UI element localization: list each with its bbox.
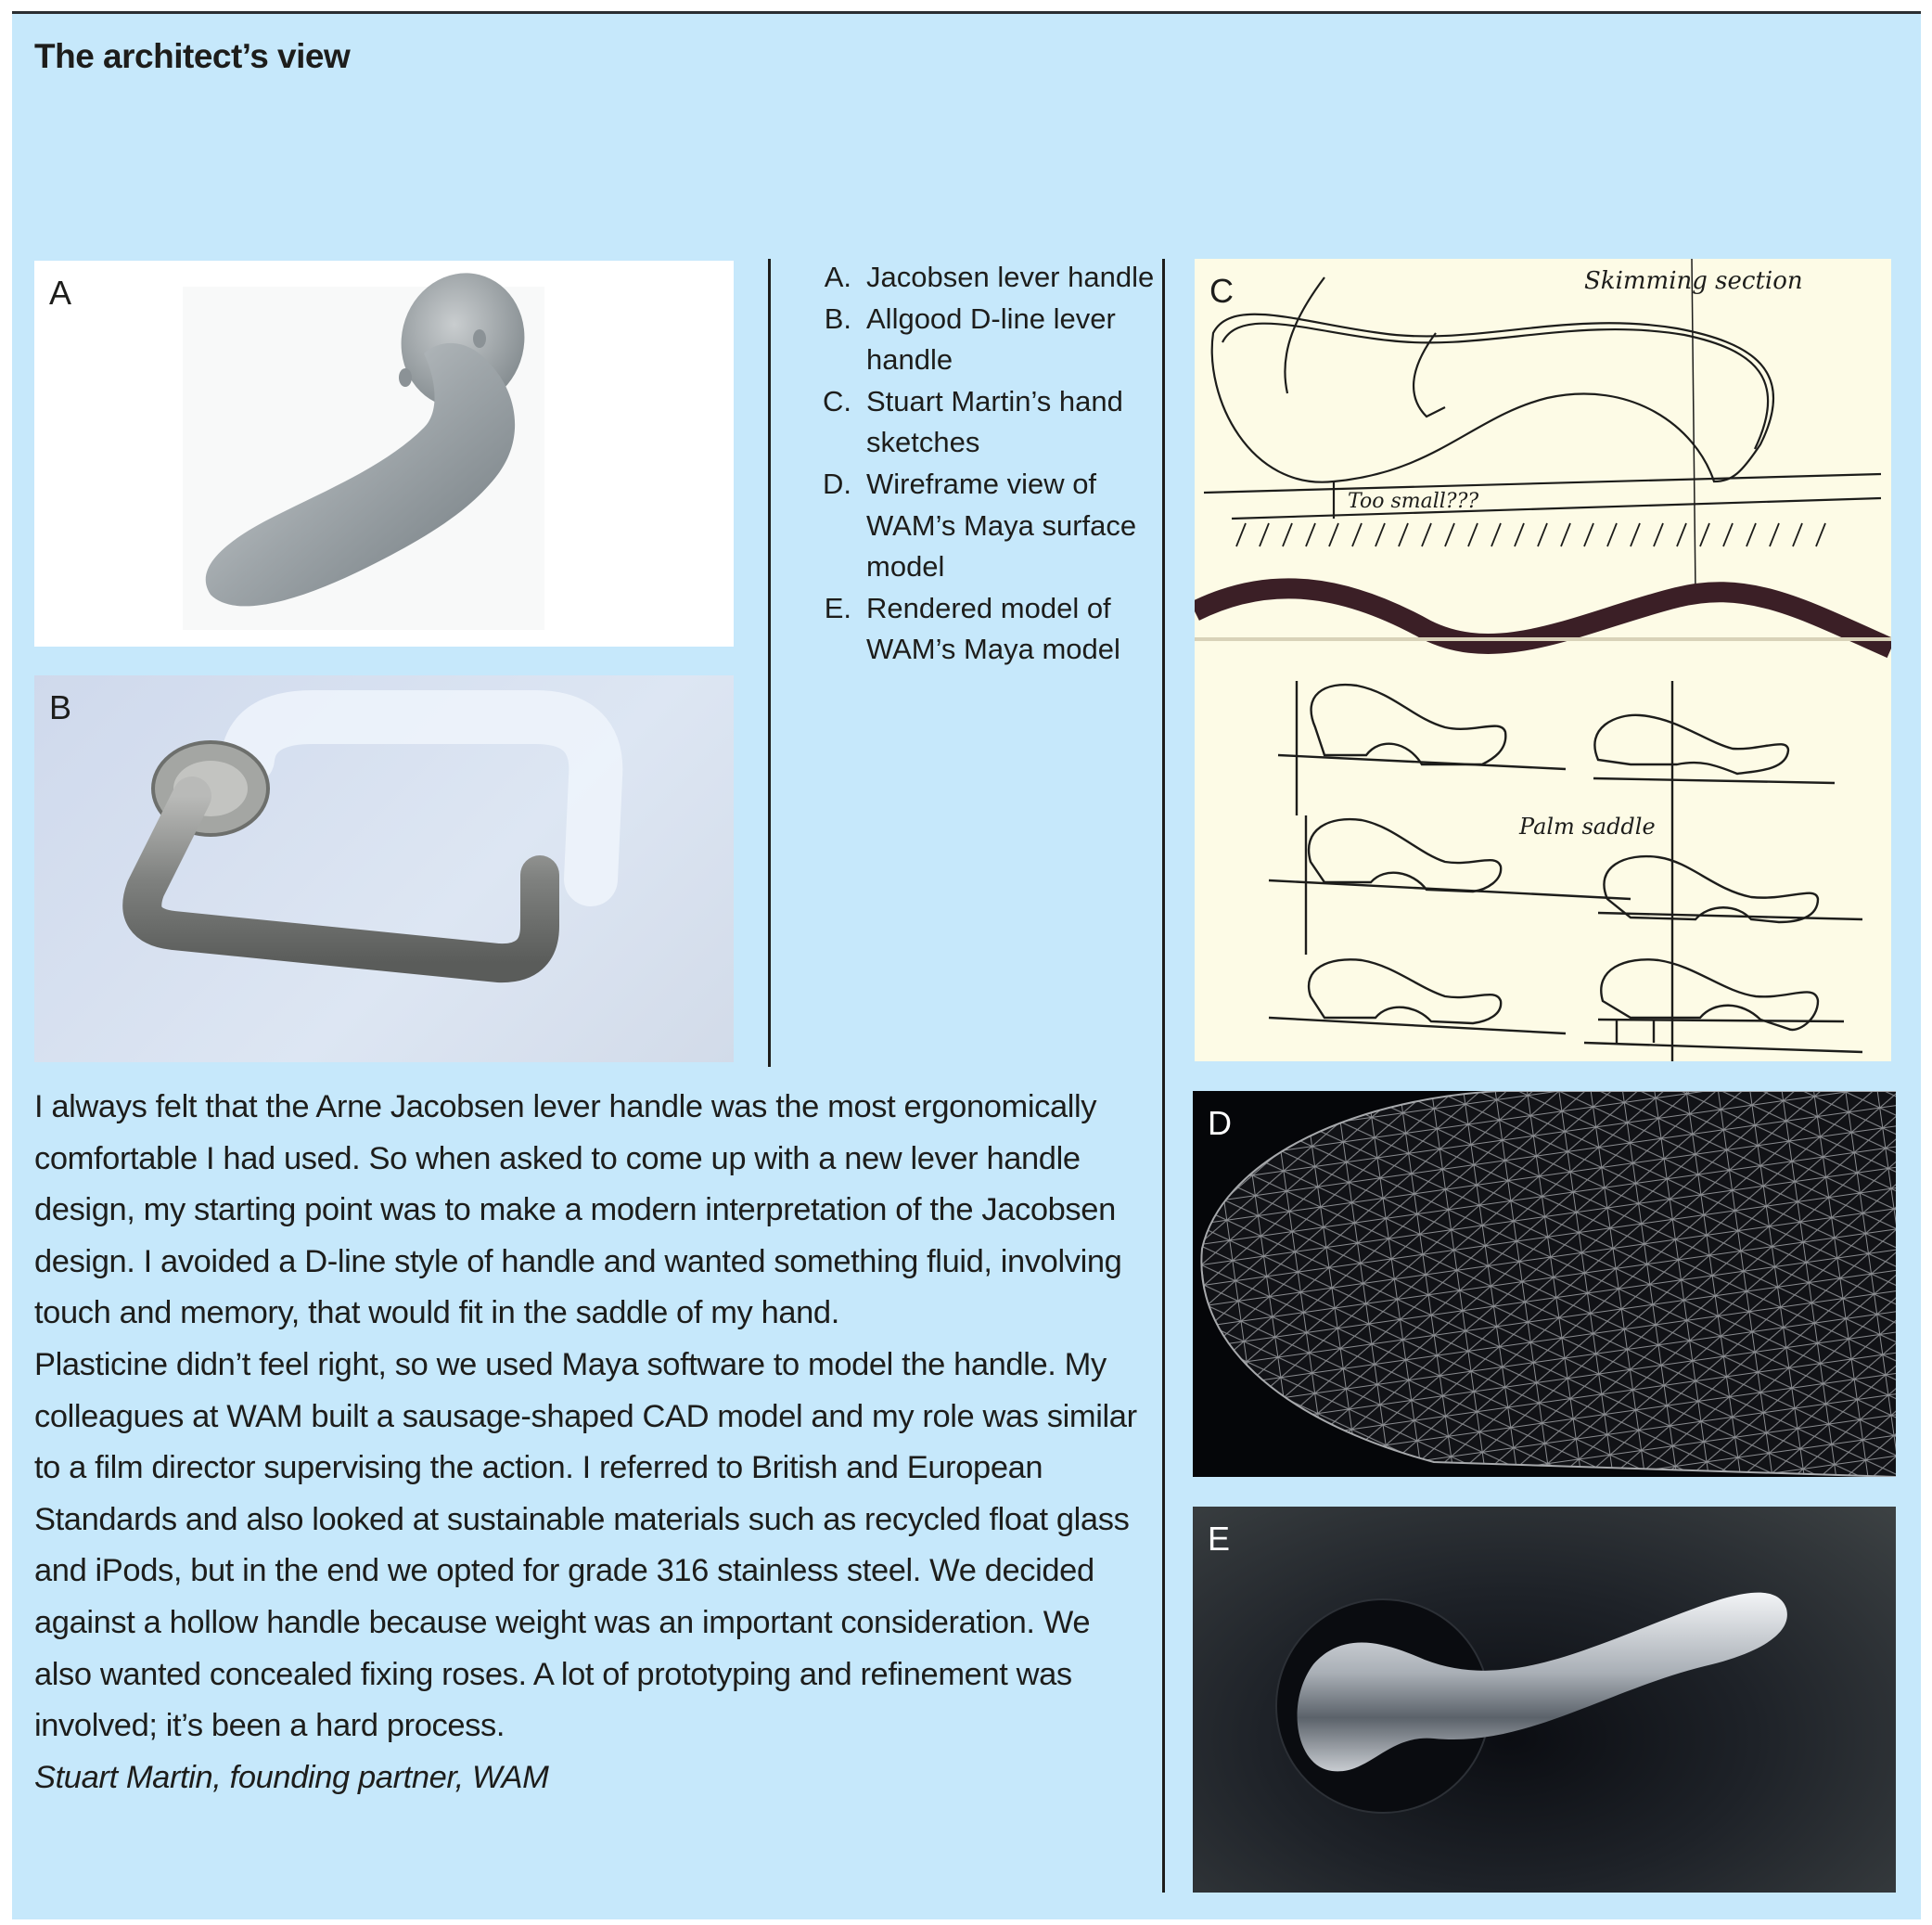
figure-d-wireframe	[1193, 1091, 1896, 1477]
rendered-handle-illustration	[1193, 1507, 1896, 1893]
figure-label-c: C	[1209, 272, 1234, 310]
figure-label-a: A	[49, 274, 72, 312]
byline: Stuart Martin, founding partner, WAM	[34, 1759, 549, 1795]
column-divider-right	[1162, 259, 1165, 1893]
figure-label-e: E	[1208, 1520, 1231, 1558]
figure-c-hand-sketches	[1195, 259, 1891, 1061]
figure-e-rendered-model	[1193, 1507, 1896, 1893]
wireframe-illustration	[1193, 1091, 1896, 1477]
body-paragraph-1: I always felt that the Arne Jacobsen lever handle was the most ergonomically comfortable I had used. So when asked to come up with a new lever handle design, my starting point was to make a modern interpretation of the Jacobsen design. I avoided a D-line style of handle and wanted something fluid, involving touch and memory, that would fit in the saddle of my hand.	[34, 1089, 1122, 1331]
caption-item-c: C. Stuart Martin’s hand sketches	[823, 384, 1123, 459]
caption-item-a: A. Jacobsen lever handle	[824, 261, 1155, 293]
column-divider-left	[768, 259, 771, 1067]
caption-item-d: D. Wireframe view of WAM’s Maya surface model	[823, 467, 1137, 584]
figure-b-dline-handle	[34, 675, 734, 1062]
page-title: The architect’s view	[34, 37, 351, 75]
annotation-palm-saddle: Palm saddle	[1519, 814, 1656, 840]
figure-label-b: B	[49, 688, 72, 726]
article-body	[34, 1082, 1147, 1803]
figure-label-d: D	[1208, 1104, 1232, 1142]
figure-a-jacobsen-handle	[34, 261, 734, 647]
figure-captions-list	[805, 257, 1158, 671]
annotation-skimming-section: Skimming section	[1584, 267, 1803, 295]
caption-item-b: B. Allgood D-line lever handle	[824, 302, 1116, 377]
jacobsen-handle-illustration	[34, 261, 734, 647]
dline-handle-illustration	[34, 675, 734, 1062]
annotation-too-small: Too small???	[1348, 490, 1479, 513]
sketch-illustration	[1195, 259, 1891, 1061]
caption-item-e: E. Rendered model of WAM’s Maya model	[824, 591, 1120, 666]
body-paragraph-2: Plasticine didn’t feel right, so we used Maya software to model the handle. My colleagues at WAM built a sausage-shaped CAD model and my role was similar to a film director supervising the action. I referred to British and European Standards and also looked at sustainable materials such as recycled float glass and iPods, but in the end we opted for grade 316 stainless steel. We decided against a hollow handle because weight was an important consideration. We also wanted concealed fixing roses. A lot of prototyping and refinement was involved; it’s been a hard process.	[34, 1346, 1137, 1744]
